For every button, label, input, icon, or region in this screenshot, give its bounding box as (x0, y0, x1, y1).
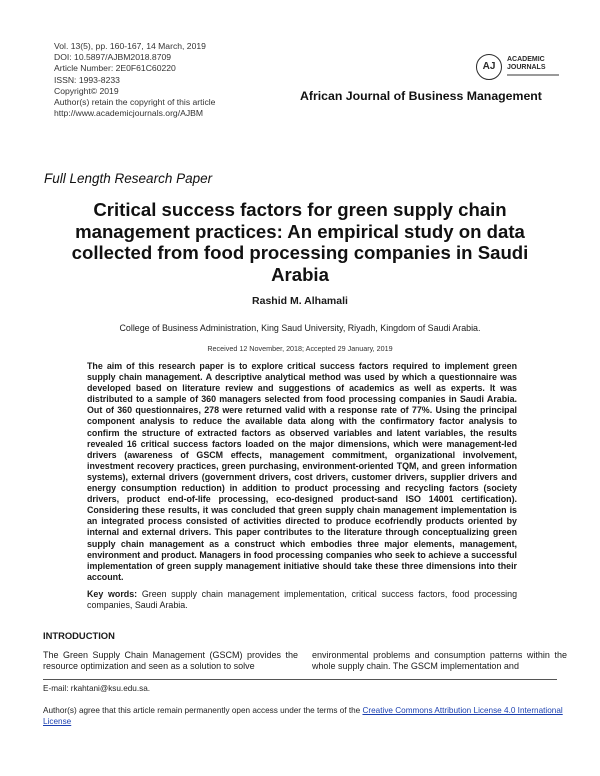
meta-rights: Author(s) retain the copyright of this article (54, 97, 216, 108)
section-heading-introduction: INTRODUCTION (43, 630, 115, 641)
logo-mark: AJ (476, 54, 502, 80)
meta-issn: ISSN: 1993-8233 (54, 74, 120, 85)
logo-underline (507, 74, 559, 76)
author-affiliation: College of Business Administration, King Saud University, Riyadh, Kingdom of Saudi Arabia. (119, 323, 481, 333)
license-link[interactable]: Creative Commons Attribution License 4.0 International License (43, 706, 563, 726)
keywords-label: Key words: (87, 589, 138, 599)
corresponding-email: E-mail: rkahtani@ksu.edu.sa. (43, 684, 151, 693)
body-column-left: The Green Supply Chain Management (GSCM) provides the resource optimization and seen as a solution to solve (43, 650, 298, 672)
footnote-divider (43, 679, 557, 680)
meta-volume: Vol. 13(5), pp. 160-167, 14 March, 2019 (54, 41, 206, 51)
logo-line-1: ACADEMIC (507, 56, 545, 63)
author-name: Rashid M. Alhamali (252, 295, 348, 307)
meta-article-number: Article Number: 2E0F61C60220 (54, 63, 176, 74)
logo-line-2: JOURNALS (507, 64, 546, 71)
abstract: The aim of this research paper is to explore critical success factors required to implement green supply chain management. A descriptive analytical method was used by which a questionnaire was developed based on literature review and suggestions of academics as well as experts. It was distributed to a sample of 360 managers selected from food processing companies in Saudi Arabia. Out of 360 questionnaires, 278 were returned valid with a response rate of 77%. Using the principal component analysis to reduce the available data along with the confirmatory factor analysis to confirm the structure of extracted factors as observed variables and latent variables, the results revealed 16 critical success factors loaded on the major dimensions, which were management-led drivers (awareness of GSCM effects, management commitment, organizational involvement, investment recovery practices, green purchasing, environment-oriented TQM, and green information systems), external drivers (government drivers, cost drivers, customer drivers, supplier drivers and energy consumption reduction) in addition to product processing and recycling factors (society drivers, product end-of-life processing, eco-designed product-sand ISO 14001 certification). Considering these results, it was concluded that green supply chain management implementation is an integrated process consisted of activities directed to produce ecofriendly products oriented by internal and external drivers. This paper contributes to the literature through conceptualizing green supply chain management as a construct which embodies three major elements, management, environment and product. Managers in food processing companies who seek to achieve a successful implementation of green supply management initiative should take these three dimensions into their account. (87, 361, 517, 582)
body-column-right: environmental problems and consumption patterns within the whole supply chain. The GSCM implementation and (312, 650, 567, 672)
keywords-text: Green supply chain management implementation, critical success factors, food processing companies, Saudi Arabia. (87, 589, 518, 611)
received-accepted-dates: Received 12 November, 2018; Accepted 29 January, 2019 (207, 344, 393, 353)
paper-type: Full Length Research Paper (44, 171, 213, 186)
license-notice (43, 705, 563, 727)
journal-name: African Journal of Business Management (300, 89, 542, 103)
paper-title: Critical success factors for green supply chain management practices: An empirical study on data collected from food processing companies in Saudi Arabia (71, 199, 529, 285)
meta-copyright: Copyright© 2019 (54, 85, 119, 96)
meta-url: http://www.academicjournals.org/AJBM (54, 108, 204, 119)
logo-wordmark (507, 56, 546, 72)
license-text: Author(s) agree that this article remain permanently open access under the terms of the (43, 706, 361, 715)
keywords (87, 589, 517, 611)
academic-journals-logo (476, 54, 566, 84)
article-metadata (54, 41, 215, 119)
meta-doi: DOI: 10.5897/AJBM2018.8709 (54, 52, 172, 63)
